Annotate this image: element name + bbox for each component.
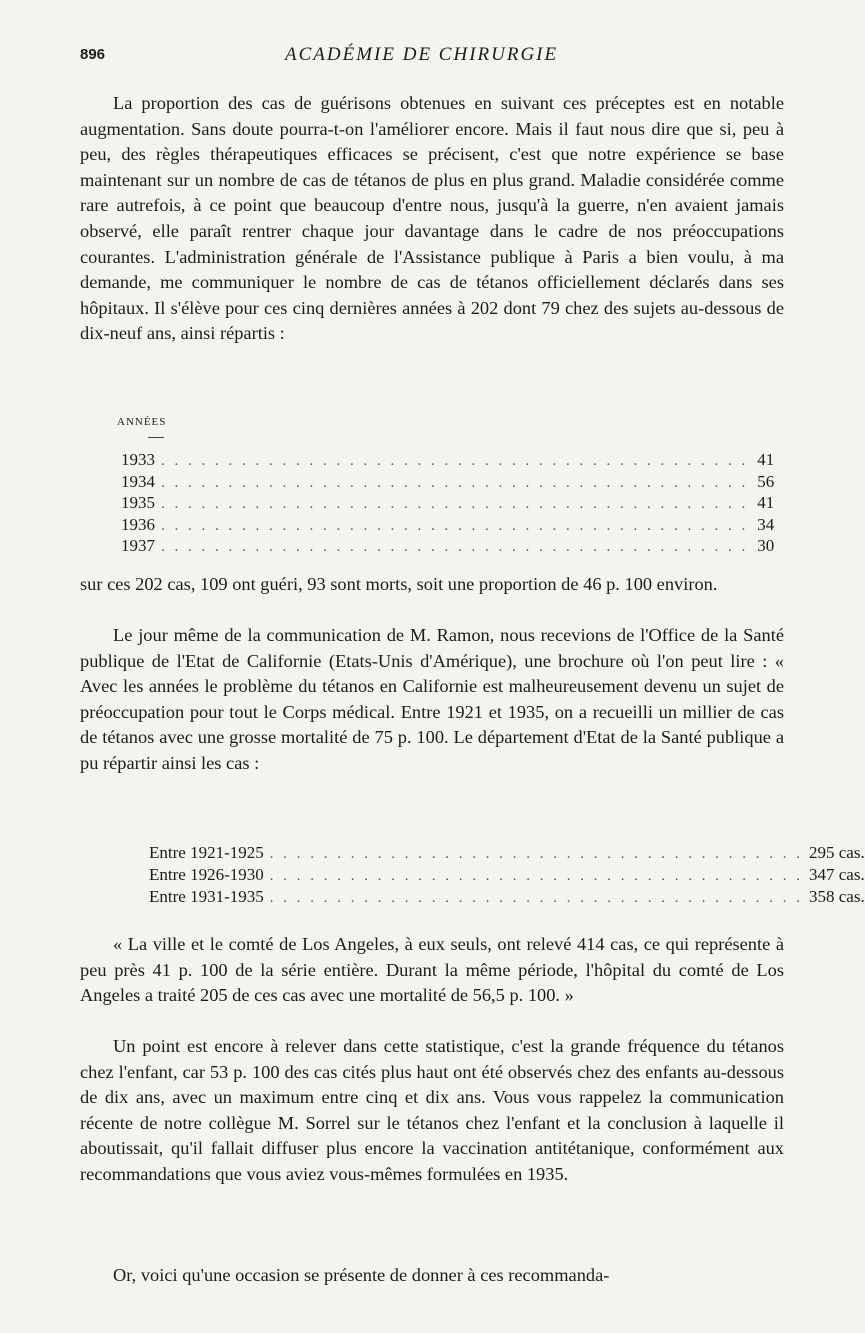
table-row bbox=[121, 449, 775, 471]
table-row bbox=[121, 535, 775, 557]
dot-leader: . . . . . . . . . . . . . . . . . . . . . . . . . . . . . . . . . . . . . . . . bbox=[269, 890, 803, 906]
paragraph-intro: La proportion des cas de guérisons obtenues en suivant ces préceptes est en notable augmentation. Sans doute pourra-t-on l'améliorer encore. Mais il faut nous dire que si, peu à peu, des règles thérapeutiques efficaces se précisent, c'est que notre expérience se base maintenant sur un nombre de cas de tétanos de plus en plus grand. Maladie considérée comme rare autrefois, à ce point que beaucoup d'entre nous, jusqu'à la guerre, n'en avaient jamais observé, elle paraît rentrer chaque jour davantage dans le cadre de nos préoccupations courantes. L'administration générale de l'Assistance publique à Paris a bien voulu, à ma demande, me communiquer le nombre de cas de tétanos officiellement déclarés dans ses hôpitaux. Il s'élève pour ces cinq dernières années à 202 dont 79 chez des sujets au-dessous de dix-neuf ans, ainsi répartis : bbox=[80, 93, 784, 344]
count-cell: 41 bbox=[757, 493, 775, 513]
table-row bbox=[149, 886, 865, 908]
year-cell: 1936 bbox=[121, 514, 155, 534]
count-cell: 34 bbox=[757, 514, 775, 534]
paragraph-children: Un point est encore à relever dans cette statistique, c'est la grande fréquence du tétanos chez l'enfant, car 53 p. 100 des cas cités plus haut ont été observés chez des enfants au-dessous de dix ans, avec un maximum entre cinq et dix ans. Vous vous rappelez la communication récente de notre collègue M. Sorrel sur le tétanos chez l'enfant et la conclusion à laquelle il aboutissait, qu'il fallait diffuser plus encore la vaccination antitétanique, conformément aux recommandations que vous aviez vous-mêmes formulées en 1935. bbox=[80, 1036, 784, 1184]
year-cell: 1933 bbox=[121, 450, 155, 469]
cases-cell: 295 cas. bbox=[808, 843, 865, 862]
annees-table bbox=[121, 449, 775, 557]
count-cell: 30 bbox=[757, 536, 775, 556]
table-row bbox=[121, 492, 775, 514]
table-row bbox=[149, 842, 865, 864]
paragraph-summary: sur ces 202 cas, 109 ont guéri, 93 sont morts, soit une proportion de 46 p. 100 environ. bbox=[80, 574, 718, 594]
dot-leader: . . . . . . . . . . . . . . . . . . . . . . . . . . . . . . . . . . . . . . . . . . . . bbox=[161, 474, 749, 491]
count-cell: 41 bbox=[757, 450, 775, 469]
paragraph-los-angeles: « La ville et le comté de Los Angeles, à eux seuls, ont relevé 414 cas, ce qui représente à peu près 41 p. 100 de la série entière. Durant la même période, l'hôpital du comté de Los Angeles a traité 205 de ces cas avec une mortalité de 56,5 p. 100. » bbox=[80, 934, 784, 1006]
cases-table bbox=[149, 842, 865, 908]
dot-leader: . . . . . . . . . . . . . . . . . . . . . . . . . . . . . . . . . . . . . . . . bbox=[269, 846, 803, 862]
annees-header-rule bbox=[148, 437, 164, 438]
dot-leader: . . . . . . . . . . . . . . . . . . . . . . . . . . . . . . . . . . . . . . . . bbox=[269, 868, 803, 884]
year-cell: 1935 bbox=[121, 493, 155, 513]
running-title: ACADÉMIE DE CHIRURGIE bbox=[285, 44, 559, 65]
dot-leader: . . . . . . . . . . . . . . . . . . . . . . . . . . . . . . . . . . . . . . . . . . . . bbox=[161, 453, 749, 469]
annees-header: ANNÉES bbox=[117, 416, 167, 428]
page-header bbox=[80, 44, 785, 72]
year-cell: 1934 bbox=[121, 471, 155, 491]
table-row bbox=[149, 864, 865, 886]
period-cell: Entre 1931-1935 bbox=[149, 887, 264, 906]
table-row bbox=[121, 471, 775, 493]
page-number: 896 bbox=[80, 46, 106, 63]
dot-leader: . . . . . . . . . . . . . . . . . . . . . . . . . . . . . . . . . . . . . . . . . . . . bbox=[161, 496, 749, 513]
period-cell: Entre 1926-1930 bbox=[149, 865, 264, 884]
dot-leader: . . . . . . . . . . . . . . . . . . . . . . . . . . . . . . . . . . . . . . . . . . . . bbox=[161, 539, 749, 556]
table-row bbox=[121, 514, 775, 536]
dot-leader: . . . . . . . . . . . . . . . . . . . . . . . . . . . . . . . . . . . . . . . . . . . . bbox=[161, 517, 749, 534]
cases-cell: 358 cas. bbox=[808, 887, 865, 906]
period-cell: Entre 1921-1925 bbox=[149, 843, 264, 862]
paragraph-california: Le jour même de la communication de M. Ramon, nous recevions de l'Office de la Santé publique de l'Etat de Californie (Etats-Unis d'Amérique), une brochure où l'on peut lire : « Avec les années le problème du tétanos en Californie est malheureusement devenu un sujet de préoccupation pour tout le Corps médical. Entre 1921 et 1935, on a recueilli un millier de cas de tétanos avec une grosse mortalité de 75 p. 100. Le département d'Etat de la Santé publique a pu répartir ainsi les cas : bbox=[80, 625, 784, 773]
count-cell: 56 bbox=[757, 471, 775, 491]
year-cell: 1937 bbox=[121, 536, 155, 556]
cases-cell: 347 cas. bbox=[808, 865, 865, 884]
paragraph-continuation: Or, voici qu'une occasion se présente de donner à ces recommanda- bbox=[113, 1265, 610, 1285]
